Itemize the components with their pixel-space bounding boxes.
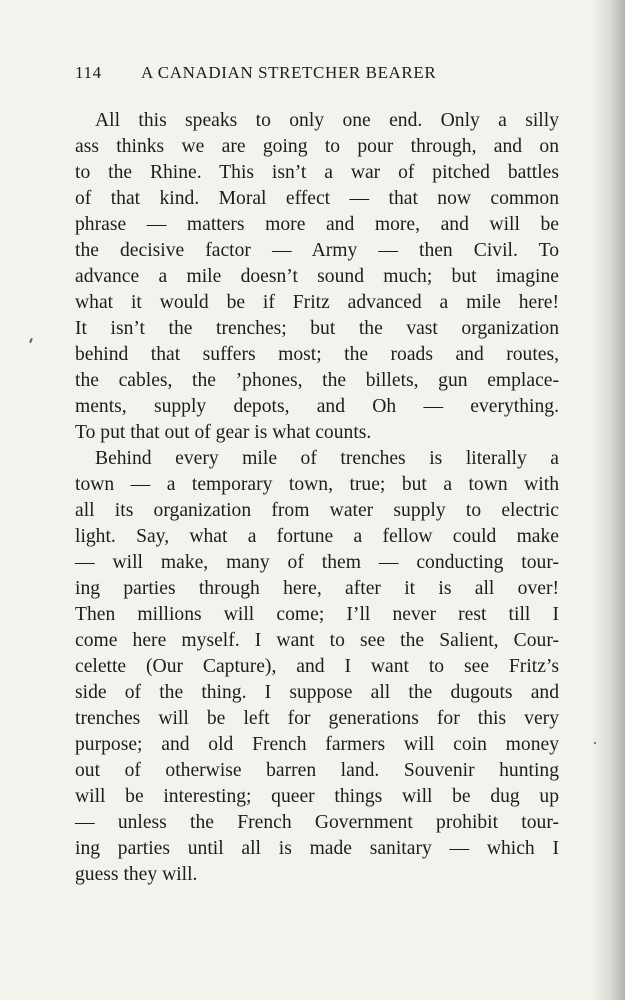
running-title: A CANADIAN STRETCHER BEARER bbox=[141, 63, 437, 82]
text-line: phrase — matters more and more, and will be bbox=[75, 214, 559, 235]
text-line: trenches will be left for generations for this very bbox=[75, 708, 559, 729]
text-line: will be interesting; queer things will be dug up bbox=[75, 786, 559, 807]
paragraph-1 bbox=[75, 108, 559, 446]
text-line: — unless the French Government prohibit tour- bbox=[75, 812, 559, 833]
text-line: the decisive factor — Army — then Civil. To bbox=[75, 240, 559, 261]
page-edge-shadow bbox=[591, 0, 625, 1000]
text-line: — will make, many of them — conducting tour- bbox=[75, 552, 559, 573]
text-line: advance a mile doesn’t sound much; but imagine bbox=[75, 266, 559, 287]
text-line: To put that out of gear is what counts. bbox=[75, 422, 372, 443]
text-line: ing parties through here, after it is all over! bbox=[75, 578, 559, 599]
text-line: out of otherwise barren land. Souvenir hunting bbox=[75, 760, 559, 781]
text-line: of that kind. Moral effect — that now common bbox=[75, 188, 559, 209]
text-line: celette (Our Capture), and I want to see Fritz’s bbox=[75, 656, 559, 677]
ink-speck bbox=[594, 742, 596, 744]
ink-speck bbox=[29, 338, 33, 343]
text-line: light. Say, what a fortune a fellow could make bbox=[75, 526, 559, 547]
text-line: side of the thing. I suppose all the dugouts and bbox=[75, 682, 559, 703]
text-line: Then millions will come; I’ll never rest till I bbox=[75, 604, 559, 625]
text-line: purpose; and old French farmers will coin money bbox=[75, 734, 559, 755]
text-line: the cables, the ’phones, the billets, gun emplace- bbox=[75, 370, 559, 391]
text-line: town — a temporary town, true; but a town with bbox=[75, 474, 559, 495]
text-line: ass thinks we are going to pour through, and on bbox=[75, 136, 559, 157]
text-line: ing parties until all is made sanitary — which I bbox=[75, 838, 559, 859]
text-line: behind that suffers most; the roads and routes, bbox=[75, 344, 559, 365]
text-line: ments, supply depots, and Oh — everything. bbox=[75, 396, 559, 417]
running-header bbox=[75, 63, 560, 87]
text-line: It isn’t the trenches; but the vast organization bbox=[75, 318, 559, 339]
text-line: come here myself. I want to see the Salient, Cour- bbox=[75, 630, 559, 651]
text-line: All this speaks to only one end. Only a silly bbox=[95, 110, 559, 131]
page-number: 114 bbox=[75, 63, 102, 82]
text-line: all its organization from water supply to electric bbox=[75, 500, 559, 521]
body-text bbox=[75, 108, 559, 888]
text-line: to the Rhine. This isn’t a war of pitched battles bbox=[75, 162, 559, 183]
text-line: guess they will. bbox=[75, 864, 198, 885]
paragraph-2 bbox=[75, 446, 559, 888]
text-line: what it would be if Fritz advanced a mile here! bbox=[75, 292, 559, 313]
text-line: Behind every mile of trenches is literally a bbox=[95, 448, 559, 469]
